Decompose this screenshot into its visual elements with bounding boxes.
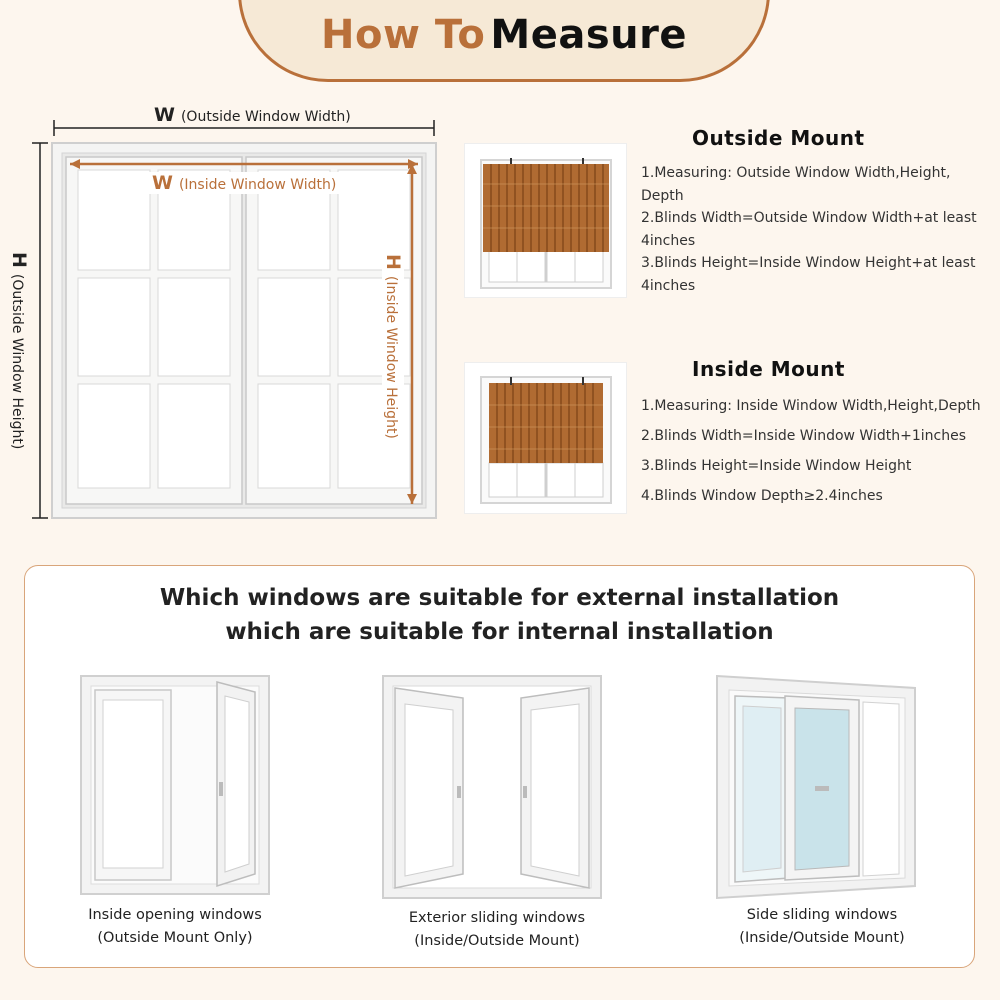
outside-mount-line: 1.Measuring: Outside Window Width,Height, [641,165,951,181]
inside-mount-steps [641,391,999,511]
inside-mount-title: Inside Mount [692,357,845,381]
inside-mount-line: 2.Blinds Width=Inside Window Width+1inches [641,428,966,444]
inside-width-label: W (Inside Window Width) [148,172,340,194]
outside-mount-image [464,143,627,298]
inside-height-letter: H [382,254,404,270]
title-part1: How To [321,12,486,58]
outside-mount-line: 2.Blinds Width=Outside Window Width+at least [641,210,977,226]
page-title [238,0,770,82]
outside-height-letter: H [8,252,30,268]
outside-mount-line: 4inches [641,277,696,294]
inside-mount-image [464,362,627,514]
caption-inside-opening: Inside opening windows (Outside Mount Only) [88,907,262,946]
outside-mount-line: 3.Blinds Height=Inside Window Height+at least [641,255,976,271]
suitability-panel [24,565,975,968]
outside-mount-title: Outside Mount [692,126,865,150]
outside-height-label: H(Outside Window Height) [8,252,30,450]
outside-mount-steps [641,162,996,297]
inside-mount-line: 3.Blinds Height=Inside Window Height [641,458,912,474]
title-part2: Measure [490,12,687,58]
suitability-heading: Which windows are suitable for external installation which are suitable for internal installation [159,585,840,645]
exterior-sliding-window-image [381,674,603,902]
outside-mount-line: 4inches [641,232,696,249]
outside-width-label: W (Outside Window Width) [150,104,355,126]
caption-side-sliding: Side sliding windows (Inside/Outside Mount) [739,907,905,946]
inside-opening-window-image [79,674,271,898]
inside-width-letter: W [152,172,173,194]
outside-mount-line: Depth [641,187,684,204]
caption-exterior-sliding: Exterior sliding windows (Inside/Outside Mount) [408,910,586,949]
inside-mount-line: 1.Measuring: Inside Window Width,Height,Depth [641,398,981,414]
outside-width-letter: W [154,104,175,126]
side-sliding-window-image [715,674,917,900]
inside-mount-line: 4.Blinds Window Depth≥2.4inches [641,488,883,504]
inside-height-label: H(Inside Window Height) [382,254,404,439]
